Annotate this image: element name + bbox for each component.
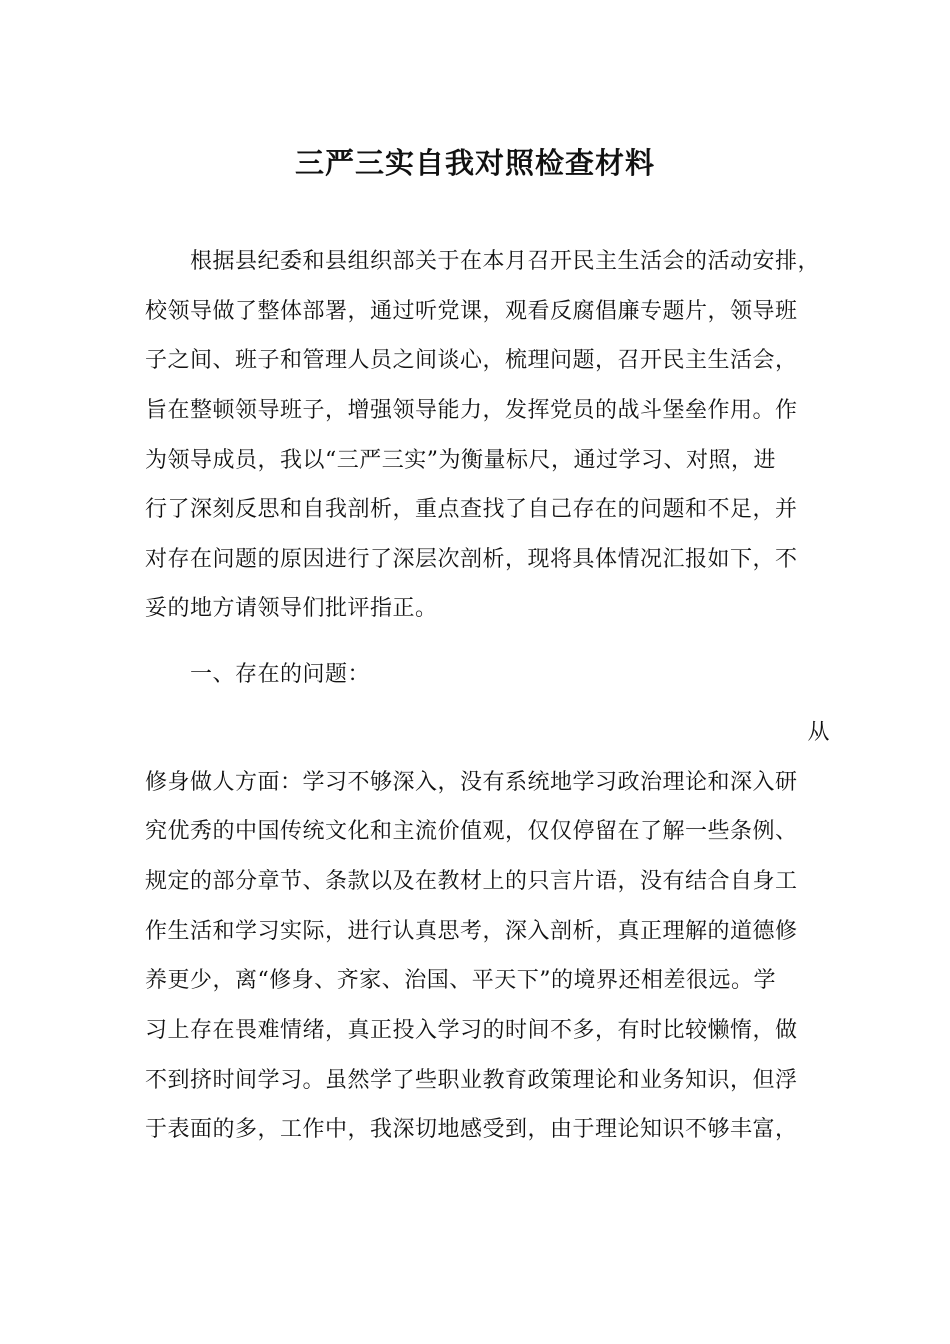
section-heading: 一、存在的问题： [190, 662, 371, 687]
paragraph-line: 养更少，离“修身、齐家、治国、平天下”的境界还相差很远。学 [145, 968, 776, 993]
paragraph-line: 根据县纪委和县组织部关于在本月召开民主生活会的活动安排， [190, 249, 821, 274]
paragraph-line: 妥的地方请领导们批评指正。 [145, 596, 438, 621]
paragraph-line: 习上存在畏难情绪，真正投入学习的时间不多，有时比较懒惰，做 [145, 1018, 798, 1043]
paragraph-line: 究优秀的中国传统文化和主流价值观，仅仅停留在了解一些条例、 [145, 819, 798, 844]
paragraph-line: 子之间、班子和管理人员之间谈心，梳理问题，召开民主生活会， [145, 348, 798, 373]
paragraph-line: 对存在问题的原因进行了深层次剖析，现将具体情况汇报如下，不 [145, 547, 798, 572]
document-title: 三严三实自我对照检查材料 [294, 146, 655, 180]
paragraph-line: 旨在整顿领导班子，增强领导能力，发挥党员的战斗堡垒作用。作 [145, 398, 798, 423]
paragraph-line: 于表面的多，工作中，我深切地感受到，由于理论知识不够丰富， [145, 1117, 798, 1142]
paragraph-line: 为领导成员，我以“三严三实”为衡量标尺，通过学习、对照，进 [145, 448, 776, 473]
paragraph-line: 行了深刻反思和自我剖析，重点查找了自己存在的问题和不足，并 [145, 497, 798, 522]
paragraph-line: 作生活和学习实际，进行认真思考，深入剖析，真正理解的道德修 [145, 919, 798, 944]
paragraph-line: 规定的部分章节、条款以及在教材上的只言片语，没有结合自身工 [145, 869, 798, 894]
paragraph-line: 不到挤时间学习。虽然学了些职业教育政策理论和业务知识，但浮 [145, 1068, 798, 1093]
paragraph-line: 从 [807, 720, 830, 745]
paragraph-line: 校领导做了整体部署，通过听党课，观看反腐倡廉专题片，领导班 [145, 299, 798, 324]
paragraph-line: 修身做人方面：学习不够深入，没有系统地学习政治理论和深入研 [145, 770, 798, 795]
